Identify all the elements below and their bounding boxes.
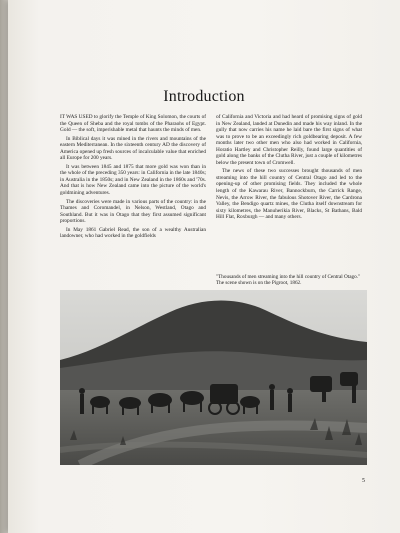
paragraph: In May 1861 Gabriel Read, the son of a wealthy Australian landowner, who had worked in the goldfields xyxy=(60,226,206,240)
paragraph: The discoveries were made in various parts of the country: in the Thames and Coromandel, in Nelson, Westland, Otago and Southland. But it was in Otago that they first assumed significant proportions. xyxy=(60,198,206,225)
page-number: 5 xyxy=(362,478,365,484)
paragraph: of California and Victoria and had heard of promising signs of gold in New Zealand, landed at Dunedin and made his way inland. In the gully that now carries his name he laid bare the first signs of what was to prove to be an exceedingly rich goldbearing deposit. A few months later two other men who also had worked in California, Horatio Hartley and Christopher Reilly, found large quantities of gold along the banks of the Clutha River, just a couple of kilometres below the present town of Cromwell. xyxy=(216,114,362,166)
text-column-right xyxy=(216,114,362,223)
photo-caption: "Thousands of men streaming into the hill country of Central Otago." The scene shown is on the Pigroot, 1862. xyxy=(216,274,361,287)
paragraph: The news of these two successes brought thousands of men streaming into the hill country of Central Otago and led to the opening-up of other promising fields. They included the whole length of the Kawarau River, Bannockburn, the Carrick Range, Nevis, the Arrow River, the fabulous Shotover River, the Cardrona Valley, the Bendigo quartz mines, the Clutha itself downstream for sixty kilometres, the Manuherikia River, Blacks, St Bathans, Bald Hill Flat, Roxburgh — and many others. xyxy=(216,168,362,221)
paragraph: It was between 1845 and 1875 that more gold was won than in the whole of the preceding 350 years: in California in the late 1840s; in Australia in the 1850s; and in New Zealand in the 1860s and '70s. And that is how New Zealand came into the picture of the world's goldmining adventures. xyxy=(60,163,206,197)
paragraph: In Biblical days it was mined in the rivers and mountains of the eastern Mediterranean. In the sixteenth century AD the discovery of America opened up fresh sources of incalculable value that enriched all Europe for 200 years. xyxy=(60,135,206,162)
page-title: Introduction xyxy=(163,88,245,105)
book-page xyxy=(8,0,400,533)
photo-illustration xyxy=(60,290,367,465)
historical-photograph xyxy=(60,290,367,465)
paragraph: IT WAS USED to glorify the Temple of King Solomon, the courts of the Queen of Sheba and the royal tombs of the Pharaohs of Egypt. Gold — the soft, imperishable metal that haunts the minds of men. xyxy=(60,114,206,134)
text-column-left xyxy=(60,114,206,242)
